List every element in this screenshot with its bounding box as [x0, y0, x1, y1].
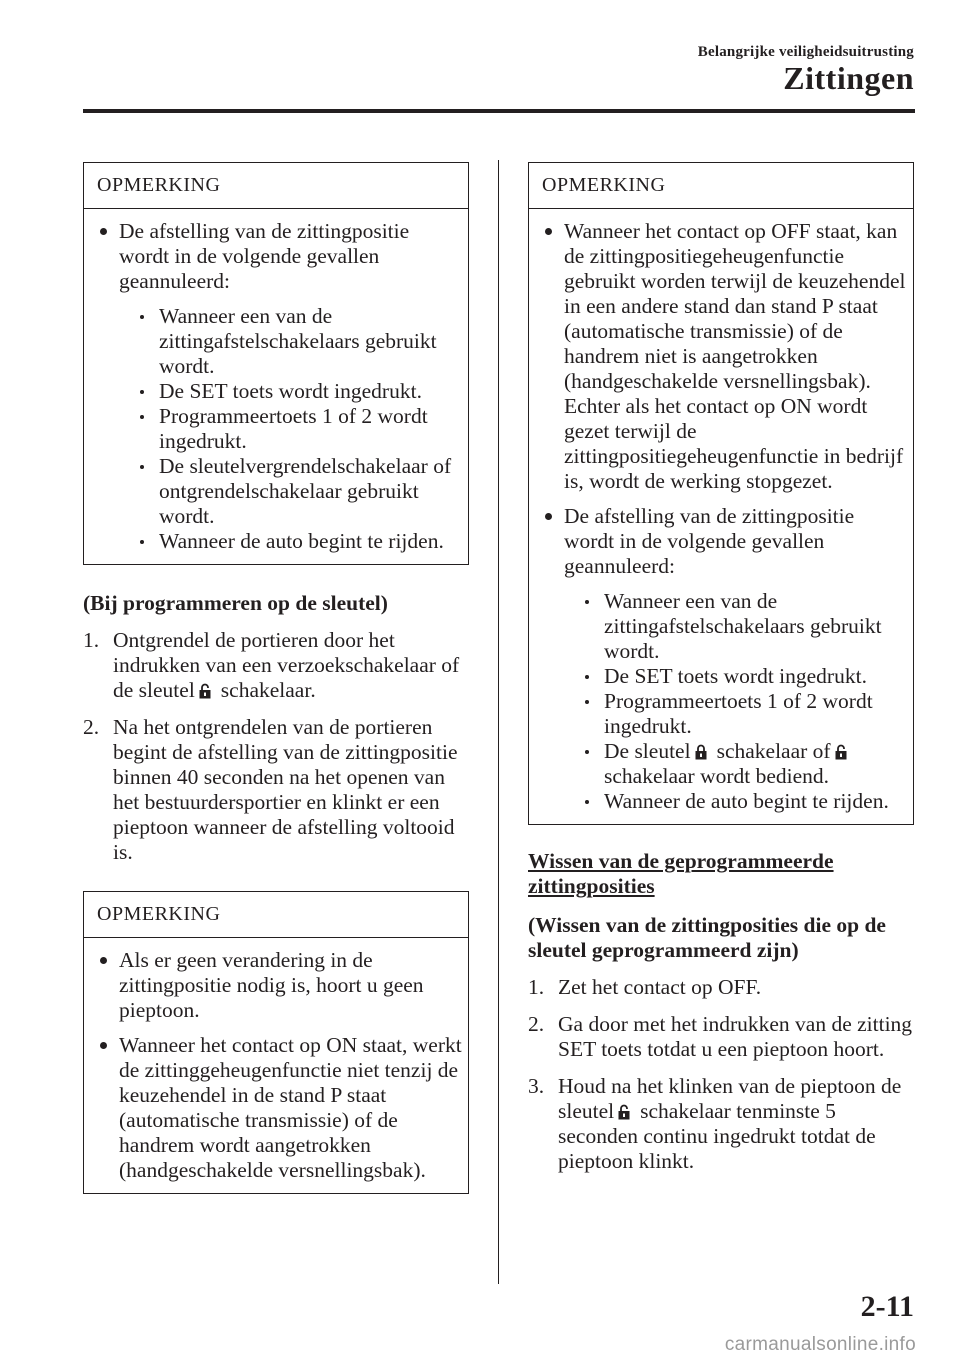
step-item: [528, 1012, 914, 1062]
sub-bullet-icon: [140, 415, 144, 419]
sub-bullet-icon: [140, 540, 144, 544]
section-heading: (Wissen van de zittingposities die op de sleutel geprogrammeerd zijn): [528, 913, 886, 962]
step-item: [528, 1074, 914, 1174]
bullet-dot-icon: [100, 957, 107, 964]
sub-item: [564, 789, 909, 814]
step-text: Houd na het klinken van de pieptoon de sleutel: [558, 1074, 902, 1123]
note-box: [83, 162, 469, 565]
note-bullet: [97, 948, 464, 1023]
sub-item: [564, 739, 909, 789]
unlock-icon: [835, 744, 847, 760]
bullet-dot-icon: [100, 228, 107, 235]
step-text: schakelaar.: [220, 678, 316, 702]
section-title: Belangrijke veiligheidsuitrusting: [697, 44, 914, 60]
note-bullet: [542, 219, 909, 494]
step-text: Zet het contact op OFF.: [558, 975, 762, 999]
left-column: [83, 162, 469, 1194]
note-bullet-text: De afstelling van de zittingpositie wordt in de volgende gevallen geannuleerd:: [564, 504, 855, 578]
bullet-dot-icon: [100, 1042, 107, 1049]
note-bullet: [97, 219, 464, 554]
step-number: 1.: [83, 628, 100, 652]
step-text: Ga door met het indrukken van de zitting SET toets totdat u een pieptoon hoort.: [558, 1012, 913, 1061]
sub-bullet-icon: [585, 750, 589, 754]
note-bullet-text: Wanneer het contact op OFF staat, kan de zittingpositiegeheugenfunctie gebruikt worden terwijl de keuzehendel in een andere stand dan stand P staat (automatische transmissie) of de handrem niet is aangetrokken (handgeschakelde versnellingsbak). Echter als het contact op ON wordt gezet terwijl de zittingpositiegeheugenfunctie in bedrijf is, wordt de werking stopgezet.: [564, 219, 906, 493]
note-bullet: [542, 504, 909, 814]
bullet-dot-icon: [545, 228, 552, 235]
note-title: OPMERKING: [84, 892, 468, 938]
header-rule: [83, 109, 915, 113]
step-number: 1.: [528, 975, 545, 999]
note-title: OPMERKING: [84, 163, 468, 209]
step-number: 2.: [83, 715, 100, 739]
column-divider: [498, 160, 499, 1284]
unlock-icon: [199, 683, 211, 699]
sub-bullet-icon: [585, 700, 589, 704]
step-item: [83, 628, 469, 703]
sub-bullet-icon: [585, 800, 589, 804]
unlock-icon: [618, 1104, 630, 1120]
note-body: [84, 209, 468, 564]
sub-item-text: De sleutel: [604, 739, 691, 763]
sub-item-text: De sleutelvergrendelschakelaar of ontgrendelschakelaar gebruikt wordt.: [159, 454, 452, 528]
sub-bullet-icon: [585, 600, 589, 604]
sub-item-text: Programmeertoets 1 of 2 wordt ingedrukt.: [159, 404, 428, 453]
note-bullet: [97, 1033, 464, 1183]
step-item: [528, 975, 914, 1000]
step-text: Na het ontgrendelen van de portieren begint de afstelling van de zittingpositie binnen 40 seconden na het openen van het bestuurdersportier en klinkt er een pieptoon wanneer de afstelling voltooid is.: [113, 715, 458, 864]
step-text: Ontgrendel de portieren door het indrukken van een verzoekschakelaar of de sleutel: [113, 628, 460, 702]
step-text: schakelaar tenminste 5 seconden continu ingedrukt totdat de pieptoon klinkt.: [558, 1099, 876, 1173]
sub-bullet-icon: [140, 315, 144, 319]
note-body: [84, 938, 468, 1193]
note-bullet-text: Wanneer het contact op ON staat, werkt de zittinggeheugenfunctie niet tenzij de keuzehendel in de stand P staat (automatische transmissie) of de handrem wordt aangetrokken (handgeschakelde versnellingsbak).: [119, 1033, 462, 1182]
sub-item: [564, 664, 909, 689]
sub-item-text: schakelaar wordt bediend.: [604, 764, 830, 788]
subsection-heading: Wissen van de geprogrammeerde zittingposities: [528, 849, 834, 898]
sub-bullet-icon: [585, 675, 589, 679]
sub-item-text: schakelaar of: [716, 739, 831, 763]
sub-item: [119, 379, 464, 404]
lock-icon: [695, 744, 707, 760]
sub-item: [564, 689, 909, 739]
right-column: [528, 162, 914, 1186]
note-box: [528, 162, 914, 825]
sub-item: [119, 304, 464, 379]
sub-item-text: Wanneer de auto begint te rijden.: [604, 789, 889, 813]
sub-list: [564, 589, 909, 814]
note-body: [529, 209, 913, 824]
sub-bullet-icon: [140, 390, 144, 394]
watermark: carmanualsonline.info: [724, 1334, 916, 1355]
note-title: OPMERKING: [529, 163, 913, 209]
sub-item-text: De SET toets wordt ingedrukt.: [159, 379, 422, 403]
section-heading: (Bij programmeren op de sleutel): [83, 591, 388, 615]
bullet-dot-icon: [545, 513, 552, 520]
note-box: [83, 891, 469, 1194]
sub-bullet-icon: [140, 465, 144, 469]
sub-list: [119, 304, 464, 554]
step-item: [83, 715, 469, 865]
step-number: 3.: [528, 1074, 545, 1098]
sub-item-text: Wanneer een van de zittingafstelschakelaars gebruikt wordt.: [159, 304, 437, 378]
sub-item-text: Wanneer een van de zittingafstelschakelaars gebruikt wordt.: [604, 589, 882, 663]
sub-item-text: De SET toets wordt ingedrukt.: [604, 664, 867, 688]
note-bullet-text: De afstelling van de zittingpositie wordt in de volgende gevallen geannuleerd:: [119, 219, 410, 293]
chapter-title: Zittingen: [783, 60, 914, 96]
step-number: 2.: [528, 1012, 545, 1036]
sub-item: [564, 589, 909, 664]
sub-item: [119, 404, 464, 454]
sub-item: [119, 454, 464, 529]
sub-item: [119, 529, 464, 554]
sub-item-text: Programmeertoets 1 of 2 wordt ingedrukt.: [604, 689, 873, 738]
note-bullet-text: Als er geen verandering in de zittingpositie nodig is, hoort u geen pieptoon.: [119, 948, 424, 1022]
sub-item-text: Wanneer de auto begint te rijden.: [159, 529, 444, 553]
page-number: 2-11: [860, 1290, 914, 1323]
